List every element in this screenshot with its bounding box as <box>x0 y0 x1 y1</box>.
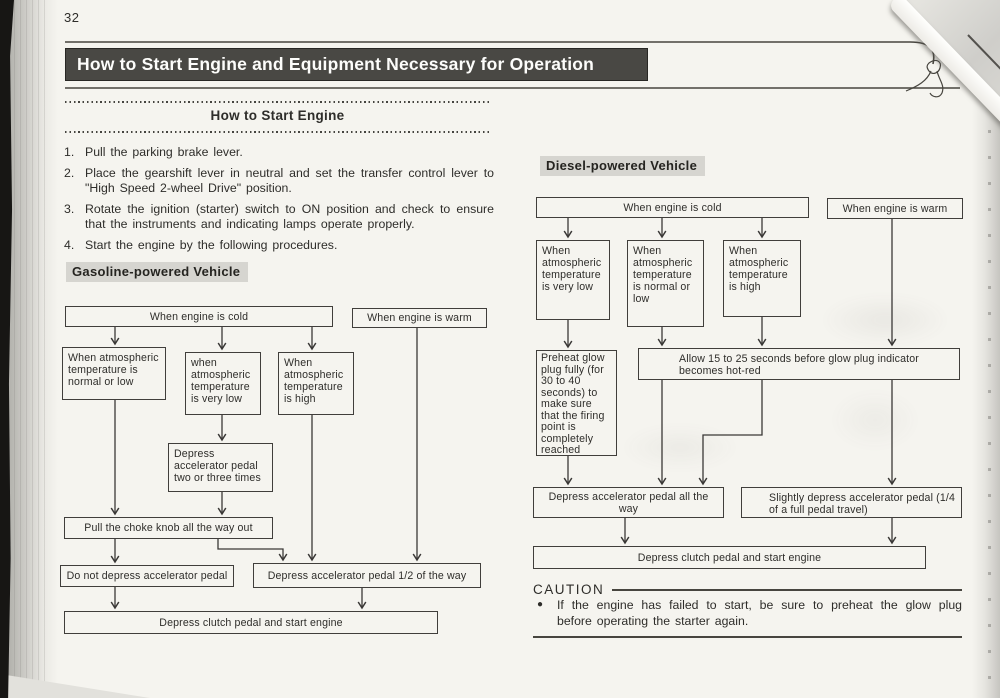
chapter-banner-title: How to Start Engine and Equipment Necessary for Operation <box>77 54 595 74</box>
page-binding-texture <box>8 0 48 698</box>
dotted-rule-top <box>65 101 490 103</box>
flow-node-diesel-preheat-glow-plug: Preheat glow plug fully (for 30 to 40 seconds) to make sure that the firing point is completely reached <box>536 350 617 456</box>
dotted-rule-bottom <box>65 131 490 133</box>
diesel-section-label: Diesel-powered Vehicle <box>540 156 705 176</box>
flow-node-diesel-temp-normal-low: When atmospheric temperature is normal or low <box>627 240 704 327</box>
caution-text: If the engine has failed to start, be sure to preheat the glow plug before operating the starter again. <box>557 598 962 628</box>
flow-node-gas-engine-cold: When engine is cold <box>65 306 333 327</box>
chapter-banner <box>65 48 648 81</box>
step-number: 4. <box>64 238 75 252</box>
start-procedure-steps <box>64 145 494 259</box>
caution-heading: CAUTION <box>533 582 605 597</box>
step-text: Place the gearshift lever in neutral and set the transfer control lever to "High Speed 2-wheel Drive" position. <box>85 166 494 195</box>
flow-node-diesel-temp-very-low: When atmospheric temperature is very low <box>536 240 610 320</box>
flow-node-gas-half-accelerator: Depress accelerator pedal 1/2 of the way <box>253 563 481 588</box>
step-3 <box>64 202 494 232</box>
page-right-edge-shading <box>972 0 1000 698</box>
flow-node-gas-choke: Pull the choke knob all the way out <box>64 517 273 539</box>
step-4 <box>64 238 494 253</box>
section-heading: How to Start Engine <box>210 108 345 123</box>
page-number: 32 <box>64 10 80 25</box>
flow-node-diesel-full-accelerator: Depress accelerator pedal all the way <box>533 487 724 518</box>
flow-node-gas-clutch-start: Depress clutch pedal and start engine <box>64 611 438 634</box>
flow-node-gas-engine-warm: When engine is warm <box>352 308 487 328</box>
page-right-edge-marks <box>988 0 991 698</box>
flow-node-gas-no-accelerator: Do not depress accelerator pedal <box>60 565 234 587</box>
gasoline-section-label: Gasoline-powered Vehicle <box>66 262 248 282</box>
caution-bullet-icon: ● <box>537 599 544 610</box>
flow-node-diesel-allow-15-25-seconds: Allow 15 to 25 seconds before glow plug indicator becomes hot-red <box>638 348 960 380</box>
caution-bottom-rule <box>533 636 962 638</box>
step-text: Pull the parking brake lever. <box>85 145 243 159</box>
step-number: 2. <box>64 166 75 180</box>
step-text: Start the engine by the following procedures. <box>85 238 338 252</box>
flow-node-gas-temp-very-low: when atmospheric temperature is very low <box>185 352 261 415</box>
step-text: Rotate the ignition (starter) switch to ON position and check to ensure that the instruments and indicating lamps operate properly. <box>85 202 494 231</box>
flow-node-gas-pump-pedal: Depress accelerator pedal two or three times <box>168 443 273 492</box>
flow-node-gas-temp-high: When atmospheric temperature is high <box>278 352 354 415</box>
step-1 <box>64 145 494 160</box>
step-number: 3. <box>64 202 75 216</box>
flow-node-diesel-slight-accelerator: Slightly depress accelerator pedal (1/4 of a full pedal travel) <box>741 487 962 518</box>
flow-node-diesel-engine-warm: When engine is warm <box>827 198 963 219</box>
flow-node-diesel-engine-cold: When engine is cold <box>536 197 809 218</box>
step-2 <box>64 166 494 196</box>
flow-node-gas-temp-normal-low: When atmospheric temperature is normal or low <box>62 347 166 400</box>
flow-node-diesel-clutch-start: Depress clutch pedal and start engine <box>533 546 926 569</box>
step-number: 1. <box>64 145 75 159</box>
flow-node-diesel-temp-high: When atmospheric temperature is high <box>723 240 801 317</box>
caution-rule <box>612 589 962 591</box>
